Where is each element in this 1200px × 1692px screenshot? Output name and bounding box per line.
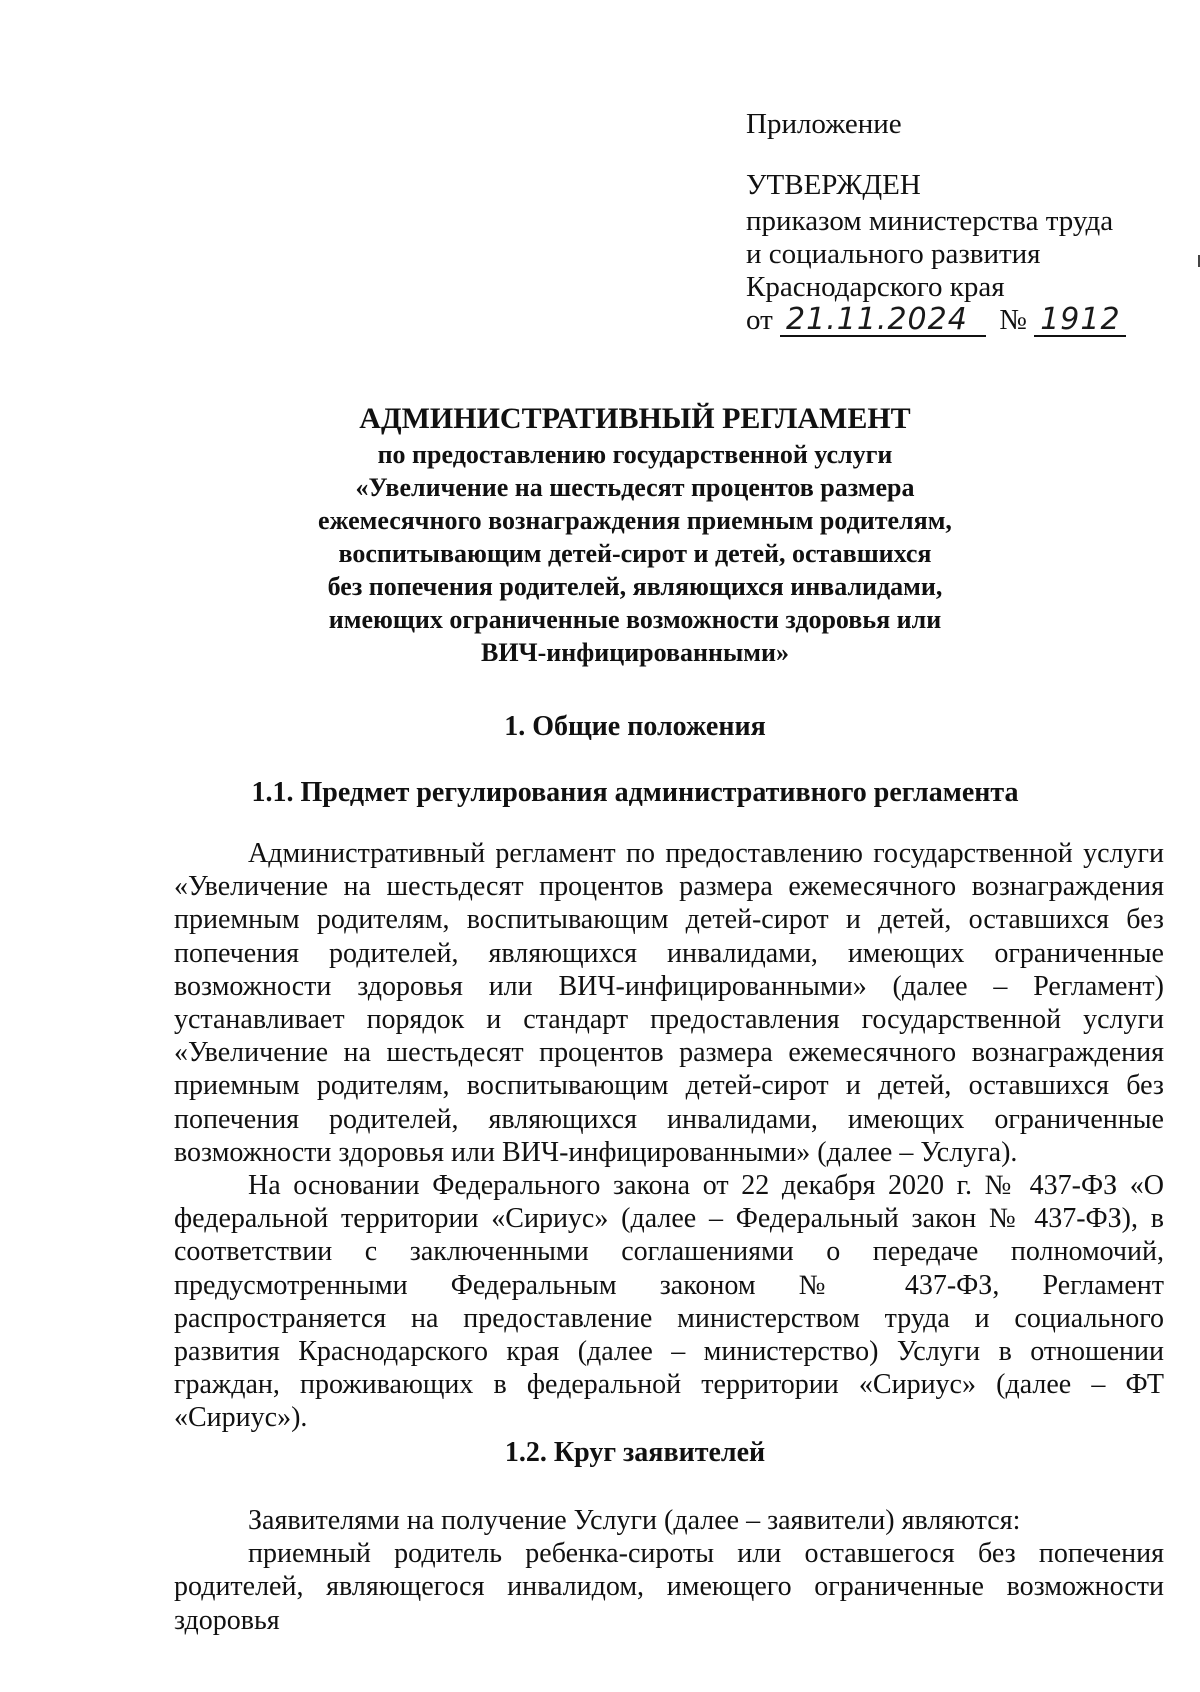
body-text-block (174, 1504, 1164, 1637)
title-line: ВИЧ-инфицированными» (480, 638, 789, 667)
body-text-block (174, 837, 1164, 1435)
approval-line: приказом министерства труда (746, 205, 1114, 237)
document-title: АДМИНИСТРАТИВНЫЙ РЕГЛАМЕНТ (359, 402, 911, 435)
title-line: ежемесячного вознаграждения приемным родителям, (318, 506, 952, 535)
paragraph: Заявителями на получение Услуги (далее – заявители) являются: (248, 1505, 1021, 1536)
appendix-label: Приложение (746, 108, 902, 140)
approved-label: УТВЕРЖДЕН (746, 169, 921, 201)
order-number-field (1034, 302, 1126, 337)
paragraph: На основании Федерального закона от 22 декабря 2020 г. № 437-ФЗ «О федеральной территории «Сириус» (далее – Федеральный закон № 437-ФЗ), в соответствии с заключенными соглашениями о передаче полномочий, предусмотренными Федеральным законом № 437-ФЗ, Регламент распространяется на предоставление министерством труда и социального развития Краснодарского края (далее – министерство) Услуги в отношении граждан, проживающих в федеральной территории «Сириус» (далее – ФТ «Сириус»). (174, 1170, 1164, 1434)
paragraph: Административный регламент по предоставлению государственной услуги «Увеличение на шестьдесят процентов размера ежемесячного вознаграждения приемным родителям, воспитывающим детей-сирот и детей, оставшихся без попечения родителей, являющихся инвалидами, имеющих ограниченные возможности здоровья или ВИЧ-инфицированными» (далее – Регламент) устанавливает порядок и стандарт предоставления государственной услуги «Увеличение на шестьдесят процентов размера ежемесячного вознаграждения приемным родителям, воспитывающим детей-сирот и детей, оставшихся без попечения родителей, являющихся инвалидами, имеющих ограниченные возможности здоровья или ВИЧ-инфицированными» (далее – Услуга). (174, 838, 1164, 1168)
title-line: имеющих ограниченные возможности здоровья или (328, 605, 942, 634)
document-title-block (120, 402, 1150, 669)
paragraph: приемный родитель ребенка-сироты или оставшегося без попечения родителей, являющегося инвалидом, имеющего ограниченные возможности здоровья (174, 1538, 1164, 1636)
approval-block (746, 108, 1166, 344)
handwritten-date: 21.11.2024 (786, 302, 968, 337)
subsection-heading: 1.1. Предмет регулирования административного регламента (251, 777, 1019, 808)
order-date-field (780, 302, 986, 337)
order-date-number-line (746, 304, 1166, 344)
section-heading: 1. Общие положения (504, 711, 766, 742)
title-line: по предоставлению государственной услуги (377, 440, 893, 469)
number-label: № (999, 304, 1027, 336)
subsection-heading: 1.2. Круг заявителей (504, 1437, 766, 1468)
approval-line: Краснодарского края (746, 271, 1005, 303)
title-line: без попечения родителей, являющихся инвалидами, (327, 572, 943, 601)
title-line: воспитывающим детей-сирот и детей, оставшихся (338, 539, 932, 568)
date-prefix: от (746, 304, 773, 336)
title-line: «Увеличение на шестьдесят процентов размера (355, 473, 915, 502)
approval-line: и социального развития (746, 238, 1041, 270)
handwritten-number: 1912 (1040, 302, 1121, 337)
